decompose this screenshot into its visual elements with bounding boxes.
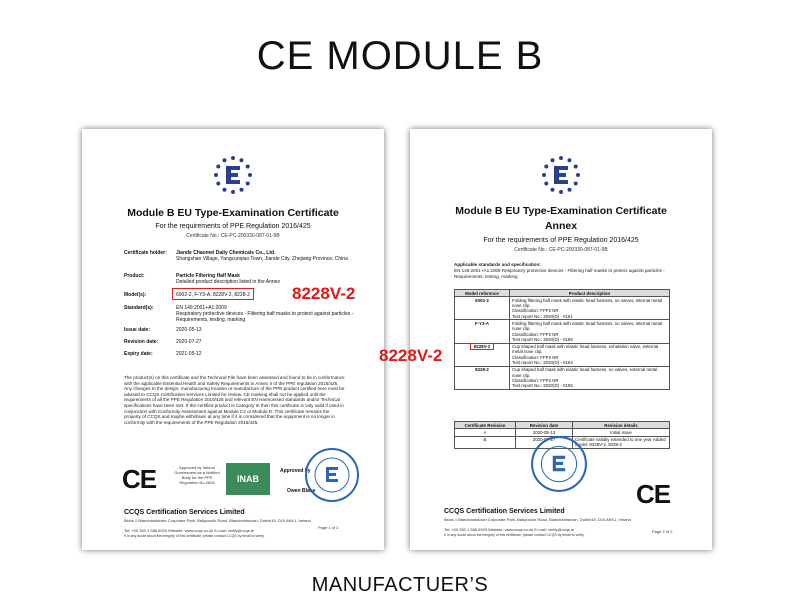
- field-label-product: Product:: [124, 273, 145, 279]
- table-row: [455, 320, 670, 343]
- certificate-number: Certificate No.: CE-PC-200330-087-01-9B: [186, 233, 280, 239]
- field-label-revision-date: Revision date:: [124, 339, 159, 345]
- highlight-box-8228v-2: 8228V-2: [470, 343, 494, 350]
- ce-mark-icon: CE: [636, 479, 671, 509]
- company-address: Block 1 Blanchardstown Corporate Park, Ballycoolin Road, Blanchardstown, Dublin15, D15 AKK1, Ireland: [124, 518, 311, 523]
- field-label-expiry-date: Expiry date:: [124, 351, 153, 357]
- certificate-number: Certificate No.: CE-PC-200330-087-01-9B: [514, 247, 608, 253]
- page-title: CE MODULE B: [256, 34, 544, 78]
- model-ref: [455, 343, 510, 366]
- revision-details: Initial issue: [573, 429, 670, 436]
- field-value-models: 6002-2, F-Y3-A, 8228V-2, 8228-2: [176, 292, 250, 298]
- model-ref: 6002-2: [455, 297, 510, 320]
- model-ref: F-Y3-A: [455, 320, 510, 343]
- highlight-box-models: [172, 288, 254, 300]
- company-contact: Tel: +00 353 1 588 6920 Website: www.ccqs.co.uk E-mail: verify@ccqs.ie: [124, 528, 254, 533]
- model-table: [454, 289, 670, 390]
- model-ref: 8228-2: [455, 366, 510, 389]
- table-header: Revision details: [573, 422, 670, 429]
- revision-details: Certificate validity extended to one year Added model: 8228V-2, 8228-2: [573, 436, 670, 449]
- table-header: Product description: [510, 290, 670, 297]
- certificate-heading: Module B EU Type-Examination Certificate: [455, 205, 667, 217]
- certificate-body-text: The product(s) on this certificate and the Technical File have been assessed and found to be in conformance with the applicable Essential Health and Safety Requirements in Annex II of the PPE regulation 2016/425. Any changes to the design, manufacturing location or manufacture of the PPE product certified here must be advised to CCQS Certification Services Limited for review. CE marking shall not be applied until the requirements of all the PPE Regulation 2016/425 and relevant EN Harmonised standards and/or Technical specifications have been met. If the certified product is Category III then this certificate is only valid if used in conjunction with Conformity Assessment against Module C2 or Module D. This certificate remains the property of CCQS and maybe withdrawn at any time if it is considered that the equipment is no longer in conformity with the requirements of the PPE Regulation 2016/425.: [124, 375, 345, 425]
- field-value-standards: EN 149:2001+A1:2009 Respiratory protective devices - Filtering half masks to protect against particles - Requirements, testing, marking: [176, 305, 354, 323]
- ce-mark-icon: CE: [122, 464, 157, 494]
- certificate-subheading: For the requirements of PPE Regulation 2016/425: [483, 237, 639, 244]
- standards-text: EN 149:2001+A1:2009 Respiratory protective devices - Filtering half masks to protect against particles - Requirements, testing, marking: [454, 268, 665, 279]
- field-label-standards: Standard(s):: [124, 305, 154, 311]
- model-desc: Folding filtering half mask with elastic head harness, no valves, internal metal nose clip. Classification: FFP2 NR Test report No.: 2020(D) - 0161: [510, 297, 670, 320]
- company-contact: Tel: +00 353 1 588 6920 Website: www.ccqs.co.uk E-mail: verify@ccqs.ie: [444, 527, 574, 532]
- certificate-subheading: For the requirements of PPE Regulation 2016/425: [155, 223, 311, 230]
- annex-heading: Annex: [544, 220, 578, 232]
- ccqs-stamp-icon: [304, 447, 360, 503]
- eu-stars-logo-icon: [541, 155, 581, 195]
- field-value-expiry-date: 2021-05-12: [176, 351, 202, 357]
- field-value-holder: Jiande Chaomei Daily Chemicals Co., Ltd. Shangshan Village, Yangcunqiao Town, Jiande City, Zhejiang Province, China: [176, 250, 348, 262]
- revision-date: 2020-07-27: [516, 436, 573, 449]
- company-name: CCQS Certification Services Limited: [124, 509, 245, 516]
- annotation-model-8228v-2: 8228V-2: [379, 346, 443, 365]
- page-number: Page 2 of 2: [652, 529, 673, 534]
- company-name: CCQS Certification Services Limited: [444, 508, 565, 515]
- table-row: [455, 297, 670, 320]
- annotation-model-8228v-2: 8228V-2: [292, 284, 356, 303]
- model-desc: Cup shaped half mask with elastic head harness, no valves, external metal nose clip. Classification: FFP2 NR Test report No.: 2020(D) - 0155: [510, 366, 670, 389]
- field-label-issue-date: Issue date:: [124, 327, 151, 333]
- model-desc: Folding filtering half mask with elastic head harness, no valves, internal metal nose clip. Classification: FFP2 NR Test report No.: 2020(D) - 0156: [510, 320, 670, 343]
- field-value-revision-date: 2020-07-27: [176, 339, 202, 345]
- company-address: Block 1 Blanchardstown Corporate Park, Ballycoolin Road, Blanchardstown, Dublin15, D15 AKK1, Ireland: [444, 517, 631, 522]
- table-header: Revision date: [516, 422, 573, 429]
- eu-stars-logo-icon: [213, 155, 253, 195]
- certificate-page-1: [82, 129, 384, 550]
- field-value-product: Particle Filtering Half Mask Detailed product description listed in the Annex: [176, 273, 280, 285]
- field-label-holder: Certificate holder:: [124, 250, 167, 256]
- certificate-page-2: [410, 129, 712, 550]
- table-row: [455, 366, 670, 389]
- table-row: [455, 343, 670, 366]
- approved-by-label: Approved by: [280, 468, 311, 474]
- footer-caption: MANUFACTUER’S: [311, 574, 489, 596]
- page-number: Page 1 of 2: [318, 525, 339, 530]
- standards-label: Applicable standards and specification:: [454, 262, 541, 267]
- certificate-heading: Module B EU Type-Examination Certificate: [127, 207, 339, 219]
- field-value-issue-date: 2020-05-13: [176, 327, 202, 333]
- ccqs-stamp-icon: [530, 435, 588, 493]
- revision-date: 2020-05-13: [516, 429, 573, 436]
- field-label-models: Model(s):: [124, 292, 147, 298]
- model-desc: Cup shaped half mask with elastic head harness, exhalation valve, external metal nose clip. Classification: FFP2 NR Test report No.: 2020(D) - 0154: [510, 343, 670, 366]
- verification-note: If in any doubt about the integrity of this certificate, please contact CCQS by email to verify.: [124, 534, 265, 538]
- revision-id: B: [455, 436, 516, 449]
- table-header: Certificate Revision: [455, 422, 516, 429]
- signer-name: Owen Blake: [287, 488, 316, 494]
- inab-logo: INAB: [226, 463, 270, 495]
- table-header: Model reference: [455, 290, 510, 297]
- verification-note: If in any doubt about the integrity of this certificate, please contact CCQS by email to verify.: [444, 533, 585, 537]
- revision-id: A: [455, 429, 516, 436]
- notified-body-text: Approved by Ireland Government as a Notified Body for the PPE Regulation No.2834: [174, 465, 220, 485]
